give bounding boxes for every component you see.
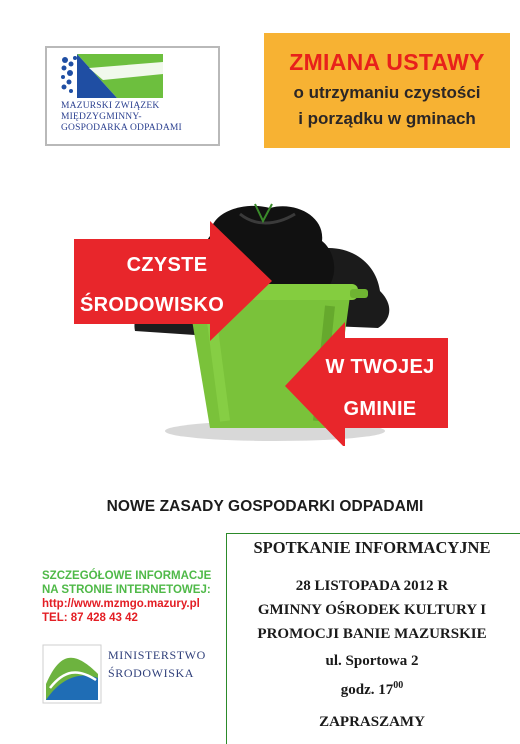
info-title-line1: SZCZEGÓŁOWE INFORMACJE: [42, 570, 212, 582]
arrow-right-text-line1: W TWOJEJ: [325, 356, 435, 378]
ministry-text-line2: ŚRODOWISKA: [108, 666, 195, 680]
arrow-right-text-line2: GMINIE: [343, 398, 417, 420]
title-main: ZMIANA USTAWY: [289, 49, 485, 75]
mzmgo-logo-graphic: [59, 54, 163, 98]
logo-text-line2: MIĘDZYGMINNY-: [61, 112, 142, 122]
info-url-link[interactable]: http://www.mzmgo.mazury.pl: [42, 598, 200, 610]
ministry-logo-icon: [42, 644, 102, 704]
title-sub-line1: o utrzymaniu czystości: [293, 83, 481, 102]
meeting-venue-line2: PROMOCJI BANIE MAZURSKIE: [257, 626, 487, 642]
arrow-left-text-line2: ŚRODOWISKO: [79, 294, 225, 316]
mzmgo-logo: [45, 46, 220, 146]
logo-text-line1: MAZURSKI ZWIĄZEK: [61, 101, 160, 111]
meeting-invite: ZAPRASZAMY: [319, 714, 425, 730]
ministry-text-line1: MINISTERSTWO: [108, 648, 206, 662]
logo-text-line3: GOSPODARKA ODPADAMI: [61, 123, 182, 133]
meeting-title: SPOTKANIE INFORMACYJNE: [253, 538, 491, 557]
info-title-line2: NA STRONIE INTERNETOWEJ:: [42, 584, 211, 596]
meeting-box: [226, 533, 520, 744]
meeting-time: [227, 680, 517, 699]
meeting-time-label: godz. 17: [340, 682, 394, 698]
meeting-venue-line1: GMINNY OŚRODEK KULTURY I: [257, 602, 487, 618]
meeting-date: 28 LISTOPADA 2012 R: [295, 578, 449, 594]
meeting-address: ul. Sportowa 2: [325, 653, 419, 669]
headline: NOWE ZASADY GOSPODARKI ODPADAMI: [106, 498, 424, 515]
title-banner: [264, 33, 510, 148]
meeting-time-minutes: 00: [393, 680, 404, 691]
title-sub-line2: i porządku w gminach: [298, 109, 476, 128]
arrow-left-text-line1: CZYSTE: [126, 254, 208, 276]
info-phone: TEL: 87 428 43 42: [42, 612, 138, 624]
